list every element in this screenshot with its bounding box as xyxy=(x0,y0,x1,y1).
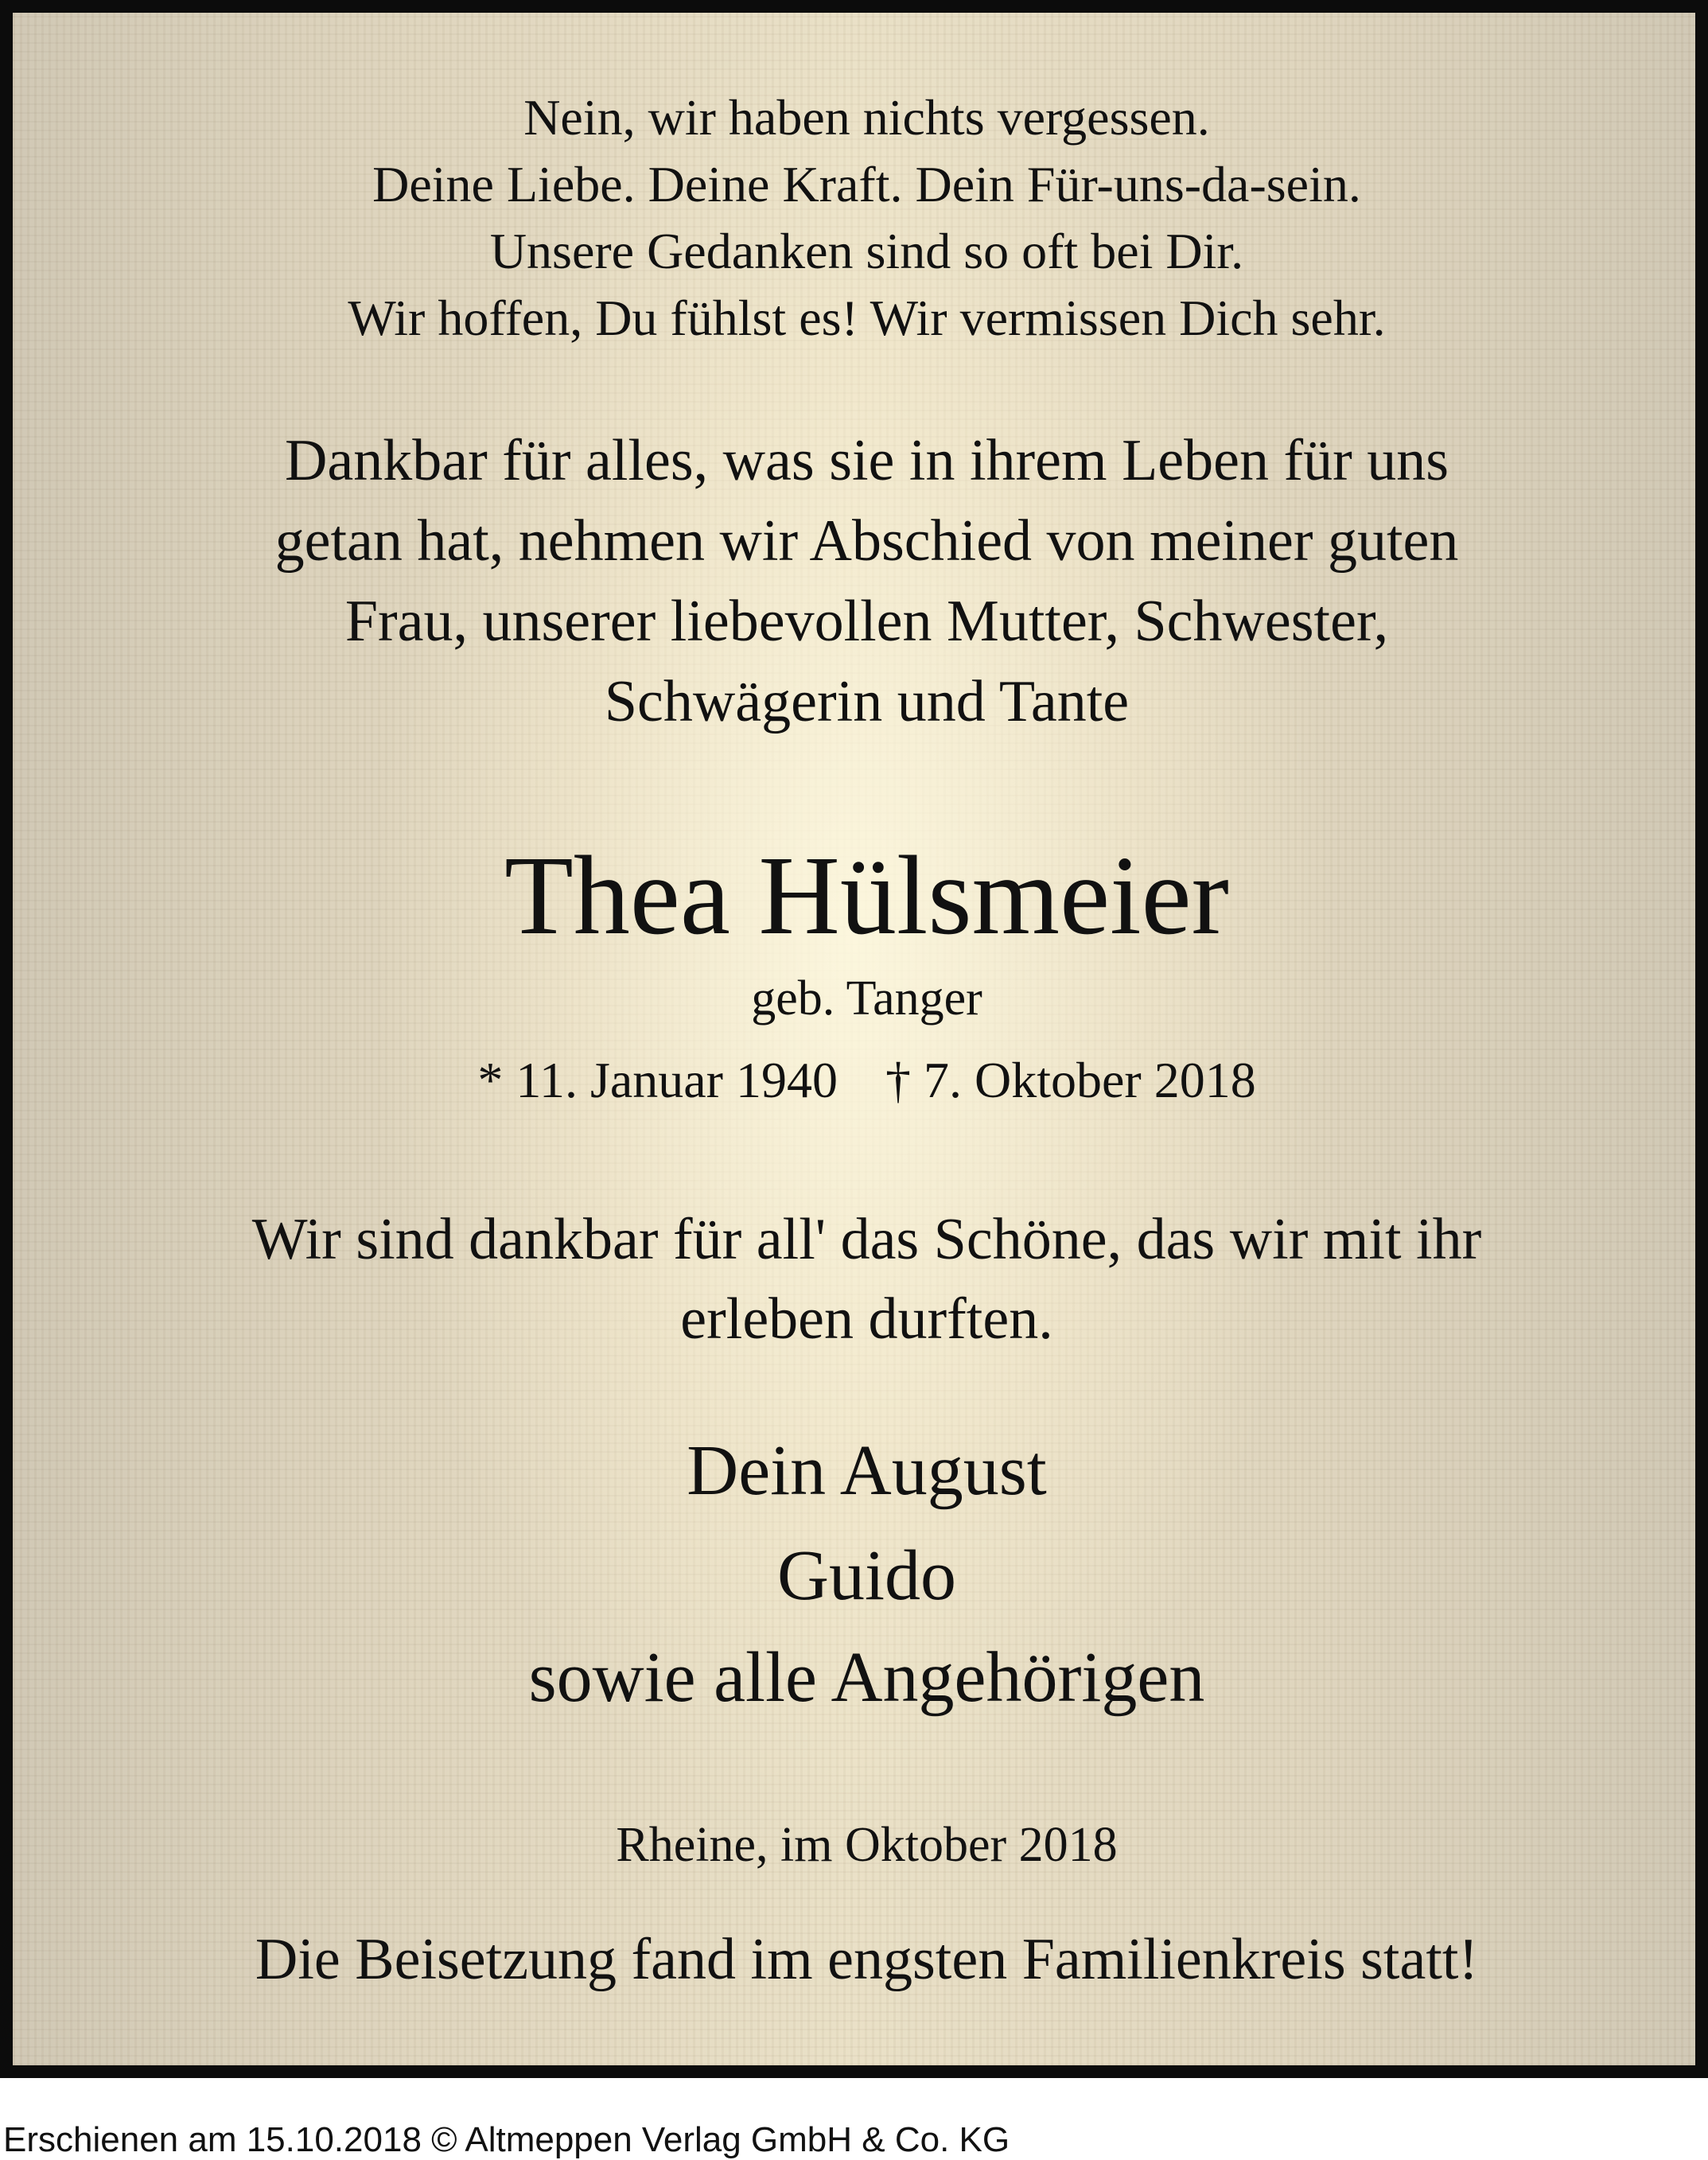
intro-line-4: Schwägerin und Tante xyxy=(604,669,1130,734)
intro-line-3: Frau, unserer liebevollen Mutter, Schwester, xyxy=(344,589,1389,654)
intro-line-1: Dankbar für alles, was sie in ihrem Leben für uns xyxy=(284,428,1449,493)
life-dates xyxy=(13,1052,1708,1108)
thanks-line-1: Wir sind dankbar für all' das Schöne, das wir mit ihr xyxy=(251,1207,1482,1272)
signer-line-1: Dein August xyxy=(687,1431,1047,1510)
poem-line-4: Wir hoffen, Du fühlst es! Wir vermissen Dich sehr. xyxy=(348,290,1386,346)
poem-line-1: Nein, wir haben nichts vergessen. xyxy=(523,89,1210,146)
burial-notice: Die Beisetzung fand im engsten Familienkreis statt! xyxy=(255,1927,1479,1992)
signer-line-3: sowie alle Angehörigen xyxy=(528,1638,1205,1717)
maiden-name: geb. Tanger xyxy=(751,971,982,1026)
deceased-name: Thea Hülsmeier xyxy=(504,832,1229,958)
poem-line-3: Unsere Gedanken sind so oft bei Dir. xyxy=(489,223,1244,279)
place-date: Rheine, im Oktober 2018 xyxy=(616,1818,1118,1872)
birth-date: * 11. Januar 1940 xyxy=(477,1052,838,1108)
intro-line-2: getan hat, nehmen wir Abschied von meiner guten xyxy=(274,508,1459,574)
publication-footer: Erschienen am 15.10.2018 © Altmeppen Verlag GmbH & Co. KG xyxy=(3,2120,1010,2159)
poem-line-2: Deine Liebe. Deine Kraft. Dein Für-uns-da-sein. xyxy=(372,156,1361,212)
death-date: † 7. Oktober 2018 xyxy=(885,1052,1256,1108)
thanks-line-2: erleben durften. xyxy=(680,1286,1053,1352)
signer-line-2: Guido xyxy=(777,1536,956,1615)
